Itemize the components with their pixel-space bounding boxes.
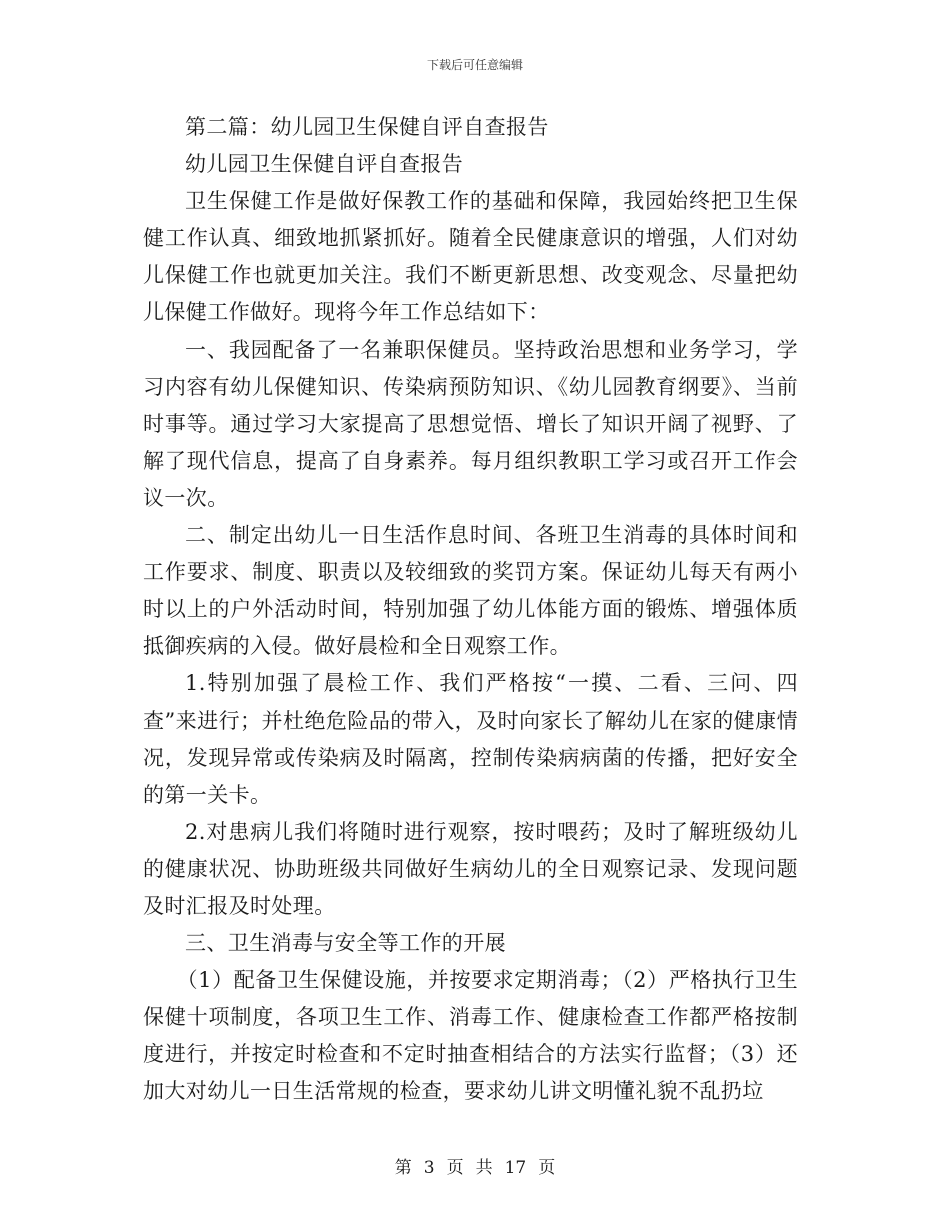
footer-page-number: 3 (423, 1158, 435, 1178)
footer-label-ye: 页 (446, 1158, 464, 1178)
paragraph-intro: 卫生保健工作是做好保教工作的基础和保障，我园始终把卫生保健工作认真、细致地抓紧抓好。随着全民健康意识的增强，人们对幼儿保健工作也就更加关注。我们不断更新思想、改变观念、尽量把幼儿保健工作做好。现将今年工作总结如下： (143, 189, 798, 325)
section-title: 第二篇：幼儿园卫生保健自评自查报告 (185, 115, 549, 139)
footer-label-ye2: 页 (538, 1158, 556, 1178)
paragraph-item-1: 1.特别加强了晨检工作、我们严格按“一摸、二看、三问、四查”来进行；并杜绝危险品的带入，及时向家长了解幼儿在家的健康情况，发现异常或传染病及时隔离，控制传染病病菌的传播，把好安全的第一关卡。 (143, 671, 798, 807)
paragraph-point-2: 二、制定出幼儿一日生活作息时间、各班卫生消毒的具体时间和工作要求、制度、职责以及较细致的奖罚方案。保证幼儿每天有两小时以上的户外活动时间，特别加强了幼儿体能方面的锻炼、增强体质抵御疾病的入侵。做好晨检和全日观察工作。 (143, 523, 798, 659)
paragraph-measures: （1）配备卫生保健设施，并按要求定期消毒；（2）严格执行卫生保健十项制度，各项卫生工作、消毒工作、健康检查工作都严格按制度进行，并按定时检查和不定时抽查相结合的方法实行监督；（3）还加大对幼儿一日生活常规的检查，要求幼儿讲文明懂礼貌不乱扔垃 (143, 968, 798, 1104)
paragraph-point-1: 一、我园配备了一名兼职保健员。坚持政治思想和业务学习，学习内容有幼儿保健知识、传染病预防知识、《幼儿园教育纲要》、当前时事等。通过学习大家提高了思想觉悟、增长了知识开阔了视野、了解了现代信息，提高了自身素养。每月组织教职工学习或召开工作会议一次。 (143, 337, 798, 510)
page-footer (0, 1153, 950, 1178)
report-title: 幼儿园卫生保健自评自查报告 (185, 152, 464, 177)
paragraph-point-3: 三、卫生消毒与安全等工作的开展 (185, 931, 506, 956)
footer-label-gong: 共 (475, 1158, 493, 1178)
footer-total-pages: 17 (504, 1158, 527, 1178)
document-body (143, 109, 798, 1111)
footer-label-di: 第 (394, 1158, 412, 1178)
page-header-note: 下载后可任意编辑 (426, 58, 523, 72)
paragraph-item-2: 2.对患病儿我们将随时进行观察，按时喂药；及时了解班级幼儿的健康状况、协助班级共同做好生病幼儿的全日观察记录、发现问题及时汇报及时处理。 (143, 819, 798, 918)
